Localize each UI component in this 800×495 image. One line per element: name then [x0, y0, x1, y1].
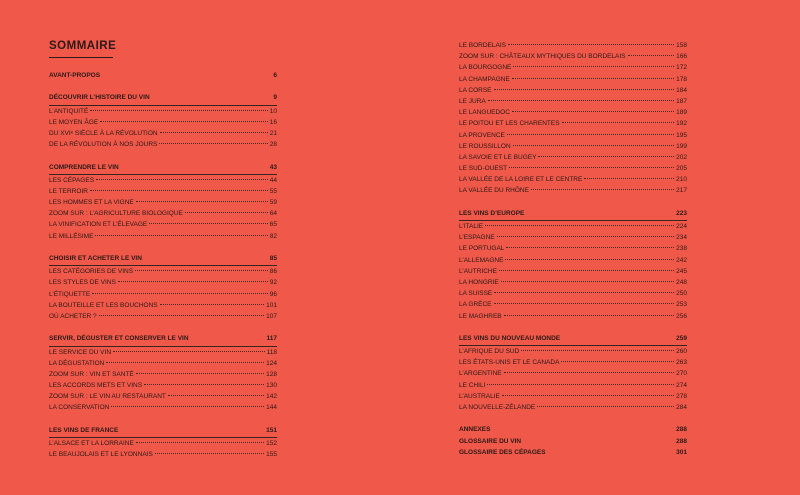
entry-title: L’ITALIE [459, 223, 484, 230]
toc-entry [459, 174, 687, 185]
dot-leader [628, 55, 675, 56]
page-number: 118 [266, 348, 277, 356]
toc-section-heading [49, 425, 277, 436]
page-number: 195 [676, 131, 687, 139]
toc-section [49, 333, 277, 413]
dot-leader [113, 351, 265, 352]
toc-entry [459, 391, 687, 402]
page-number: 250 [676, 290, 687, 298]
page-number: 242 [676, 256, 687, 264]
dot-leader [487, 384, 674, 385]
toc-entry [459, 85, 687, 96]
toc-entry [49, 231, 277, 242]
dot-leader [513, 66, 674, 67]
page-number: 124 [266, 359, 277, 367]
toc-section [459, 447, 687, 458]
entry-title: OÙ ACHETER ? [49, 312, 97, 320]
section-title: DÉCOUVRIR L’HISTOIRE DU VIN [49, 94, 150, 102]
toc-entry [459, 107, 687, 118]
page-number: 86 [269, 268, 277, 276]
page-number: 151 [266, 426, 277, 434]
entry-title: LES ACCORDS METS ET VINS [49, 382, 143, 390]
entry-title: LA BOUTEILLE ET LES BOUCHONS [49, 301, 158, 309]
toc-section-heading [49, 92, 277, 103]
toc-section-heading [49, 162, 277, 173]
toc-entry [49, 438, 277, 449]
toc-entry [459, 288, 687, 299]
entry-title: LE LANGUEDOC [459, 109, 510, 117]
entry-title: LA VALLÉE DU RHÔNE [459, 187, 529, 195]
toc-section [49, 70, 277, 81]
toc-entry [49, 219, 277, 230]
entry-title: DU XVIᵉ SIÈCLE À LA RÉVOLUTION [49, 129, 158, 137]
dot-leader [494, 89, 675, 90]
toc-entry [459, 152, 687, 163]
entry-title: LA SUISSE [459, 290, 493, 298]
dot-leader [111, 406, 264, 407]
entry-title: ZOOM SUR : LE VIN AU RESTAURANT [49, 393, 166, 401]
dot-leader [562, 122, 675, 123]
toc-section [49, 162, 277, 242]
page-number: 96 [269, 290, 277, 298]
entry-title: LA VALLÉE DE LA LOIRE ET LE CENTRE [459, 176, 583, 184]
entry-title: LE SUD-OUEST [459, 165, 508, 173]
dot-leader [149, 223, 268, 224]
dot-leader [504, 315, 675, 316]
dot-leader [118, 281, 268, 282]
toc-entry [459, 40, 687, 51]
page-number: 189 [676, 109, 687, 117]
entry-title: LA HONGRIE [459, 278, 499, 286]
toc-entry [49, 266, 277, 277]
entry-title: LA BOURGOGNE [459, 64, 512, 72]
toc-entry [49, 402, 277, 413]
entry-title: LES CATÉGORIES DE VINS [49, 268, 134, 276]
section-title: AVANT-PROPOS [49, 72, 101, 79]
entry-title: L’ANTIQUITÉ [49, 107, 89, 115]
entry-title: ZOOM SUR : CHÂTEAUX MYTHIQUES DU BORDELAIS [459, 53, 626, 61]
dot-leader [99, 315, 264, 316]
section-title: ANNEXES [459, 426, 491, 434]
page-number: 142 [266, 393, 277, 401]
page-number: 82 [269, 232, 277, 240]
page-number: 205 [676, 165, 687, 173]
toc-entry [459, 221, 687, 232]
entry-title: LE MOYEN ÂGE [49, 118, 99, 126]
dot-leader [136, 442, 264, 443]
page-number: 234 [676, 234, 687, 242]
entry-title: LE BORDELAIS [459, 42, 506, 49]
toc-section-heading [459, 436, 687, 447]
dot-leader [135, 270, 268, 271]
page-number: 274 [676, 381, 687, 389]
toc-section-heading [459, 424, 687, 435]
entry-title: LES CÉPAGES [49, 176, 95, 184]
page-number: 288 [676, 437, 687, 445]
entry-title: L’AUSTRALIE [459, 392, 500, 400]
dot-leader [90, 190, 268, 191]
dot-leader [512, 78, 674, 79]
toc-section-heading [49, 70, 277, 81]
page-number: 223 [676, 209, 687, 217]
page-number: 128 [266, 370, 277, 378]
page-number: 101 [266, 301, 277, 309]
entry-title: LES ÉTATS-UNIS ET LE CANADA [459, 359, 560, 367]
page-number: 217 [676, 187, 687, 195]
page-number: 253 [676, 301, 687, 309]
dot-leader [506, 247, 674, 248]
toc-entry [459, 96, 687, 107]
entry-title: LA SAVOIE ET LE BUGEY [459, 153, 537, 161]
page-number: 92 [269, 279, 277, 287]
dot-leader [488, 100, 674, 101]
toc-entry [49, 347, 277, 358]
page-number: 192 [676, 120, 687, 128]
toc-section-heading [459, 447, 687, 458]
dot-leader [499, 270, 674, 271]
dot-leader [497, 236, 674, 237]
dot-leader [100, 121, 268, 122]
page-number: 152 [266, 440, 277, 447]
toc-entry [49, 139, 277, 150]
page-number: 259 [676, 334, 687, 342]
dot-leader [95, 235, 267, 236]
page-number: 117 [266, 335, 277, 343]
page-number: 210 [676, 176, 687, 184]
entry-title: LA VINIFICATION ET L’ÉLEVAGE [49, 221, 148, 229]
toc-entry [459, 141, 687, 152]
toc-entry [459, 130, 687, 141]
dot-leader [92, 293, 268, 294]
dot-leader [159, 143, 267, 144]
toc-section [49, 92, 277, 150]
page-number: 224 [676, 223, 687, 230]
page-number: 130 [266, 382, 277, 390]
toc-entry [459, 74, 687, 85]
toc-entry [459, 62, 687, 73]
toc-section [459, 424, 687, 435]
toc-entry [49, 369, 277, 380]
entry-title: LE TERROIR [49, 187, 88, 195]
section-title: SERVIR, DÉGUSTER ET CONSERVER LE VIN [49, 335, 189, 343]
dot-leader [502, 395, 674, 396]
dot-leader [561, 361, 674, 362]
page-title: SOMMAIRE [49, 40, 117, 52]
entry-title: LA GRÈCE [459, 301, 492, 309]
entry-title: L’ALLEMAGNE [459, 256, 504, 264]
entry-title: L’ARGENTINE [459, 370, 502, 378]
entry-title: LA DÉGUSTATION [49, 359, 105, 367]
entry-title: LE MILLÉSIME [49, 232, 94, 240]
page-number: 284 [676, 404, 687, 411]
title-underline [49, 57, 113, 58]
toc-entry [49, 300, 277, 311]
dot-leader [584, 178, 674, 179]
section-title: LES VINS DU NOUVEAU MONDE [459, 334, 561, 342]
dot-leader [521, 350, 674, 351]
dot-leader [531, 189, 674, 190]
toc-entry [49, 391, 277, 402]
entry-title: L’AUTRICHE [459, 267, 497, 275]
toc-section-heading [49, 253, 277, 264]
entry-title: LA CORSE [459, 86, 492, 94]
dot-leader [160, 132, 268, 133]
page-number: 260 [676, 348, 687, 356]
dot-leader [485, 225, 674, 226]
entry-title: LA CONSERVATION [49, 404, 110, 412]
toc-entry [49, 358, 277, 369]
section-title: COMPRENDRE LE VIN [49, 163, 119, 171]
section-title: GLOSSAIRE DU VIN [459, 437, 522, 445]
entry-title: LE SERVICE DU VIN [49, 348, 112, 356]
entry-title: L’AFRIQUE DU SUD [459, 348, 520, 356]
toc-section-heading [459, 208, 687, 219]
page-number: 10 [269, 107, 277, 115]
page-number: 43 [269, 163, 277, 171]
entry-title: LE PORTUGAL [459, 245, 505, 253]
section-title: GLOSSAIRE DES CÉPAGES [459, 448, 546, 456]
entry-title: LES HOMMES ET LA VIGNE [49, 199, 134, 207]
toc-entry [459, 163, 687, 174]
dot-leader [155, 453, 264, 454]
page-number: 21 [269, 129, 277, 137]
page-number: 270 [676, 370, 687, 378]
page-number: 263 [676, 359, 687, 367]
section-title: CHOISIR ET ACHETER LE VIN [49, 255, 142, 262]
dot-leader [504, 372, 675, 373]
toc-column-left [49, 70, 277, 460]
dot-leader [512, 111, 674, 112]
entry-title: LE ROUSSILLON [459, 142, 511, 150]
page-number: 172 [676, 64, 687, 72]
dot-leader [144, 384, 264, 385]
page-number: 155 [266, 451, 277, 459]
entry-title: LA PROVENCE [459, 131, 505, 139]
page-number: 288 [676, 426, 687, 434]
page-number: 59 [269, 199, 277, 207]
toc-entry [459, 277, 687, 288]
toc-section [459, 333, 687, 413]
toc-entry [459, 51, 687, 62]
entry-title: L’ESPAGNE [459, 234, 495, 242]
page-number: 9 [273, 94, 277, 102]
toc-entry [459, 255, 687, 266]
page-number: 85 [269, 255, 277, 262]
entry-title: LA NOUVELLE-ZÉLANDE [459, 404, 536, 411]
page-number: 107 [266, 312, 277, 320]
section-title: LES VINS D’EUROPE [459, 209, 525, 217]
dot-leader [509, 167, 674, 168]
page-number: 16 [269, 118, 277, 126]
dot-leader [185, 212, 268, 213]
toc-column-right [459, 40, 687, 458]
dot-leader [160, 304, 265, 305]
entry-title: LE POITOU ET LES CHARENTES [459, 120, 560, 128]
toc-entry [459, 266, 687, 277]
toc-section-heading [459, 333, 687, 344]
page-number: 245 [676, 267, 687, 275]
dot-leader [508, 44, 674, 45]
toc-entry [49, 106, 277, 117]
entry-title: LE CHILI [459, 381, 486, 389]
toc-entry [459, 232, 687, 243]
toc-section [49, 253, 277, 322]
toc-section [459, 208, 687, 322]
dot-leader [494, 292, 674, 293]
entry-title: LES STYLES DE VINS [49, 279, 116, 287]
toc-entry [49, 208, 277, 219]
dot-leader [513, 145, 674, 146]
toc-entry [459, 118, 687, 129]
toc-section-heading [49, 333, 277, 344]
dot-leader [507, 134, 674, 135]
dot-leader [537, 406, 674, 407]
toc-entry [49, 175, 277, 186]
dot-leader [96, 179, 268, 180]
page-number: 256 [676, 312, 687, 320]
entry-title: LE JURA [459, 97, 486, 105]
page-number: 248 [676, 278, 687, 286]
page-number: 178 [676, 75, 687, 83]
toc-entry [49, 449, 277, 460]
toc-entry [459, 357, 687, 368]
entry-title: LE BEAUJOLAIS ET LE LYONNAIS [49, 451, 153, 459]
dot-leader [168, 395, 264, 396]
page-number: 55 [269, 187, 277, 195]
page-number: 144 [266, 404, 277, 412]
toc-section [49, 425, 277, 461]
toc-entry [459, 380, 687, 391]
entry-title: ZOOM SUR : L’AGRICULTURE BIOLOGIQUE [49, 210, 183, 218]
dot-leader [494, 303, 675, 304]
toc-entry [459, 299, 687, 310]
dot-leader [136, 373, 264, 374]
dot-leader [136, 201, 268, 202]
page-number: 301 [676, 448, 687, 456]
page-number: 166 [676, 53, 687, 61]
dot-leader [505, 259, 674, 260]
toc-entry [49, 380, 277, 391]
entry-title: L’ALSACE ET LA LORRAINE [49, 440, 134, 447]
toc-entry [459, 368, 687, 379]
entry-title: LA CHAMPAGNE [459, 75, 510, 83]
page-number: 6 [273, 72, 277, 79]
page-number: 44 [269, 176, 277, 184]
toc-entry [459, 311, 687, 322]
page-number: 65 [269, 221, 277, 229]
dot-leader [501, 281, 674, 282]
toc-entry [49, 289, 277, 300]
page-number: 202 [676, 153, 687, 161]
toc-entry [459, 185, 687, 196]
section-title: LES VINS DE FRANCE [49, 426, 119, 434]
toc-section [459, 40, 687, 197]
toc-entry [459, 243, 687, 254]
toc-entry [49, 128, 277, 139]
toc-section [459, 436, 687, 447]
page-number: 28 [269, 141, 277, 149]
page-number: 187 [676, 97, 687, 105]
dot-leader [90, 110, 267, 111]
page-number: 278 [676, 392, 687, 400]
page-number: 184 [676, 86, 687, 94]
toc-entry [49, 186, 277, 197]
page-number: 158 [676, 42, 687, 49]
toc-entry [49, 117, 277, 128]
dot-leader [106, 362, 264, 363]
page-number: 238 [676, 245, 687, 253]
page-number: 199 [676, 142, 687, 150]
toc-entry [49, 197, 277, 208]
entry-title: LE MAGHREB [459, 312, 502, 320]
entry-title: L’ÉTIQUETTE [49, 290, 91, 298]
page-number: 64 [269, 210, 277, 218]
toc-entry [49, 277, 277, 288]
toc-entry [459, 346, 687, 357]
dot-leader [538, 156, 674, 157]
entry-title: DE LA RÉVOLUTION À NOS JOURS [49, 141, 158, 149]
toc-entry [459, 402, 687, 413]
entry-title: ZOOM SUR : VIN ET SANTÉ [49, 370, 134, 378]
toc-entry [49, 311, 277, 322]
